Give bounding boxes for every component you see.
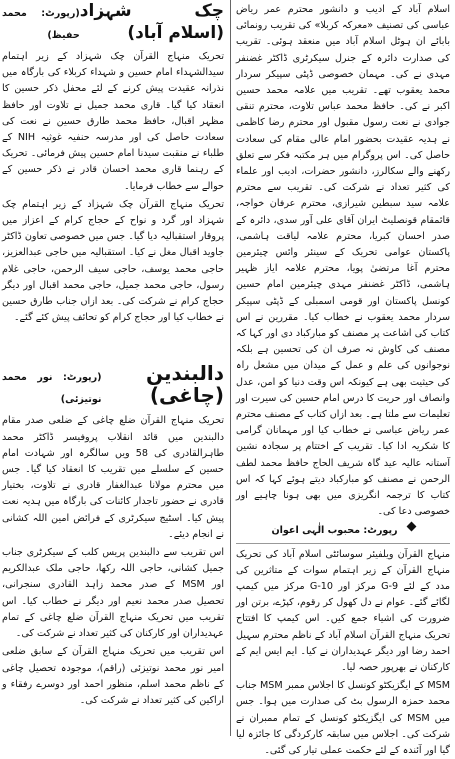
left-column [0, 0, 227, 736]
book-launch-report: اسلام آباد کے ادیب و دانشور محترم عمر ریاض عباسی کی تصنیف «معرکہ کربلا» کی تقریب رونمائی بابائے ان ہوٹل اسلام آباد میں منعقد ہوئی۔ تقریب کی صدارت دائرہ کے جنرل سیکرٹری ڈاکٹر غضنفر مہدی نے کی۔ مہمان خصوصی ڈپٹی سپیکر سردار محمد یعقوب تھے۔ تقریب میں علامہ محمد حسین اکبر نے کی۔ حافظ محمد عباس تلاوت، محترم تنقی جوادی نے نعت رسول مقبول اور محترم رضا کاظمی نے ہدیہ عقیدت بحضور امام عالی مقام کی سعادت حاصل کی۔ اس پروگرام میں ہر مکتبہ فکر سے تعلق رکھنے والے سکالرز، دانشور حضرات، ادیب اور علماء کی کثیر تعداد نے شرکت کی۔ تقریب سے محترم علامہ سید سبطین شیرازی، محترم عرفان خواجہ، قائمقام قونصلیٹ ایران آقای علی آور سدی، دائرہ کے صدر احسان کبریا، محترم علامہ لیاقت ہاشمی، پاکستان عوامی تحریک کے سینئر وائس چیئرمین محترم آغا مرتضیٰ پویا، محترم علامہ ایاز ظہیر ہاشمی، ڈاکٹر غضنفر مہدی چیئرمین امام حسین کونسل پاکستان اور قومی اسمبلی کے ڈپٹی سپیکر سردار محمد یعقوب نے خطاب کیا۔ مقررین نے اس کتاب کی اشاعت پر مصنف کو مبارکباد دی اور کہا کہ مصنف کی کاوش نہ صرف ان کی تحسین ہے بلکہ نوجوانوں کی علم و عمل کے میدان میں مشعل راہ کی حیثیت بھی ہے کیونکہ اس وقت دنیا کو امن، عدل وانصاف اور حریت کا درس امام حسین کی سیرت اور تعلیمات سے ملتا ہے۔ بعد ازاں کتاب کے مصنف محترم عمر ریاض عباسی نے خطاب کیا اور مہمانان گرامی کا شکریہ ادا کیا۔ تقریب کے اختتام پر سجادہ نشین آستانہ عالیہ عید گاہ شریف الحاج حافظ محمد لطف الرحمن نے مصنف کو مبارکباد دیتے ہوئے کہا کہ اس کتاب کا ترجمہ انگریزی میں بھی ہونا چاہیے اور خصوصی دعا کی۔ [236, 4, 450, 518]
article-1-paragraph: تحریک منہاج القرآن چک شہزاد کے زیر اہتمام سیدالشہداء امام حسین و شہداء کربلاء کی بارگاہ میں نذرانہ عقیدت پیش کرنے کے لئے محفل ذکر حسین کا انعقاد کیا گیا۔ قاری محمد جمیل نے تلاوت اور حافظ مظہر اقبال، حافظ محمد طارق حسین نے نعت کی سعادت حاصل کی اور مدرسہ حنفیہ غوثیہ NIH کے طلباء نے منقبت سیدنا امام حسین پیش فرمائی۔ تحریک کے رہنما قاری محمد احسان قادر نے ذکر حسین کے حوالے سے خطاب فرمایا۔ [2, 51, 224, 192]
article-2-paragraph: اس تقریب سے دالبندین پریس کلب کے سیکرٹری جناب جمیل کشانی، حاجی اللہ رکھا، حاجی ملک عبدالکریم اور MSM کے صدر محمد زاہد القادری سنجرانی، تحصیل صدر محمد نعیم اور دیگر نے خطاب کیا۔ اس تقریب میں تحریک منہاج القرآن ضلع چاغی کے تمام عہدیداران اور کارکنان کی کثیر تعداد نے شرکت کی۔ [2, 547, 224, 640]
relief-camp-report: منہاج القرآن ویلفیئر سوسائٹی اسلام آباد کی تحریک منہاج القرآن کے زیر اہتمام سوات کے متاثرین کی مدد کے لئے G-9 مرکز اور G-10 مرکز میں کیمپ لگائے گئے۔ عوام نے دل کھول کر رقوم، کپڑے، برتن اور ضرورت کی اشیاء جمع کیں۔ اس کیمپ کا افتتاح تحریک منہاج القرآن اسلام آباد کے ناظم محترم سہیل احمد رضا اور دیگر عہدیداران نے کیا۔ ایم ایس ایم کے کارکنان نے بھرپور حصہ لیا۔ [236, 548, 450, 673]
article-2-byline: (رپورٹ: نور محمد نوتیزئی) [2, 372, 102, 406]
article-1-title: چک شہزاد (اسلام آباد) [79, 1, 224, 43]
article-1-headline [2, 0, 224, 47]
column-divider [230, 0, 231, 736]
article-2-headline [2, 362, 224, 411]
article-1-paragraph: تحریک منہاج القرآن چک شہزاد کے زیر اہتمام چک شہزاد اور گرد و نواح کے حجاج کرام کے اعزاز میں پروقار استقبالیہ دیا گیا۔ جس میں خصوصی تعاون ڈاکٹر جاوید اقبال مغل نے کیا۔ استقبالیہ میں حاجی عبدالعزیز، حاجی محمد یوسف، حاجی سیف الرحمن، حاجی غلام رسول، حاجی محمد جمیل، حاجی محمد اقبال اور دیگر حجاج کرام نے شرکت کی۔ بعد ازاں جناب طارق حسین نے خطاب کیا اور حجاج کرام کو تحائف پیش کئے گئے۔ [2, 198, 224, 324]
article-1-byline: (رپورٹ: محمد حفیظ) [2, 8, 80, 41]
report-credit-text: رپورٹ: محبوب الٰہی اعوان [271, 524, 398, 536]
diamond-bullet-icon [406, 521, 416, 531]
article-2-paragraph: اس تقریب میں تحریک منہاج القرآن کے سابق ضلعی امیر نور محمد نوتیزئی (راقم)، موجودہ تحصیل چاغی کے ناظم محمد اسلم، منظور احمد اور دوسرے رفقاء و اراکین کی کثیر تعداد نے شرکت کی۔ [2, 646, 224, 706]
report-credit [236, 523, 450, 539]
article-gap [2, 328, 224, 362]
msm-council-report: MSM کے ایگزیکٹو کونسل کا اجلاس ممبر MSM جناب محمد حمزہ الرسول بٹ کی صدارت میں ہوا۔ جس میں MSM کی ایگزیکٹو کونسل کے تمام ممبران نے شرکت کی۔ اجلاس میں سابقہ کارکردگی کا جائزہ لیا گیا اور آئندہ کے لئے حکمت عملی تیار کی گئی۔ [236, 680, 450, 756]
article-2-paragraph: تحریک منہاج القرآن ضلع چاغی کے ضلعی صدر مقام دالبندین میں قائد انقلاب پروفیسر ڈاکٹر محمد طاہرالقادری کی 58 ویں سالگرہ اور شہادت امام حسین کے سلسلے میں تقریب کا انعقاد کیا گیا۔ جس میں محترم مولانا عبدالغفار قادری نے تلاوت، بختیار قادری نے حضور تاجدار کائنات کی بارگاہ میں ہدیہ نعت پیش کیا۔ اسٹیج سیکرٹری کے فرائض امین اللہ کشانی نے انجام دیئے۔ [2, 415, 225, 540]
article-2-title: دالبندین (چاغی) [145, 361, 224, 408]
section-divider [236, 543, 450, 544]
right-column [234, 0, 453, 756]
